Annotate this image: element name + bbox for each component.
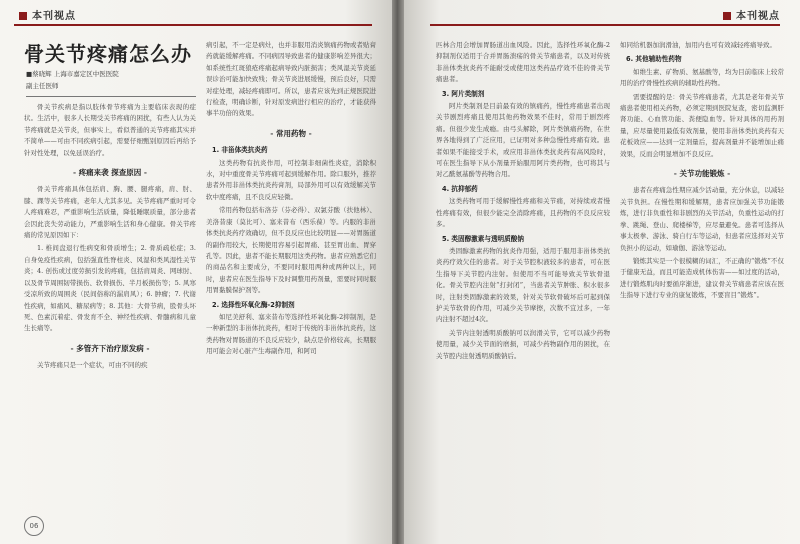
author-byline [26,68,196,92]
section-heading: - 疼痛来袭 探查原因 - [72,168,148,178]
sub-heading: 2. 选择性环氧化酶-2抑制剂 [212,300,295,309]
paragraph: 关节内注射透明质酸钠可以润滑关节，它可以减少药物使用量，减少关节面的磨损，可减少药物副作用的困扰，在关节腔内注射透明质酸钠后。 [436,328,610,360]
page-number: 06 [24,516,44,536]
sub-heading: 4. 抗抑郁药 [442,184,478,193]
paragraph: 骨关节疼痛具体包括肩、胸、腰、腿疼痛，肩、肘、膝、踝等关节疼痛，老年人尤其多见。关节疼痛严重时可令人疼痛难忍，严重影响生活质量，降低睡眠质量，部分患者会因此丧失劳动能力，严重影响生活和身心健康。骨关节疼痛的常见原因如下： [24,185,196,240]
paragraph: 关节疼痛只是一个症状，可由不同的疾 [37,361,148,370]
right-header [718,7,780,22]
paragraph: 阿片类制剂是目前最有效的镇痛药，慢性疼痛患者出现关节剧烈疼痛且使用其他药物效果不佳时，常用于剧烈疼痛。但很少发生成瘾。由弓头解除，阿片类镇痛药物，在世界各地得到了广泛应用，已证明对多种急慢性疼痛有效。患者如果不能接受手术，或应用非甾体类抗炎药有高风险时，可在医生指导下从小剂量开始服用阿片类药物，也可将其与对乙酰氨基酚等药物合用。 [436,102,610,179]
sub-heading: 5. 类固醇激素与透明质酸钠 [442,234,524,243]
right-header-label: 本刊视点 [736,11,780,22]
book-gutter [392,0,404,544]
left-column-1 [24,102,196,374]
author-line-2: 副主任医师 [26,82,59,90]
sub-heading: 6. 其他辅助性药物 [626,55,682,64]
paragraph: 锻炼其实是一个很模糊的词汇，不正确的“锻炼”不仅于健康无益，而且可能造成机体伤害——如过度的活动，进行锻炼肌肉时要循序渐进，建议骨关节痛患者应该在医生指导下进行专业的康复锻炼，不要盲目“锻炼”。 [620,256,784,300]
paragraph: 如维生素、矿物质、氨基酸等，均为目前临床上较常用的治疗骨慢性疾病的辅助性药物。 [620,67,784,88]
paragraph: 这类药物有抗炎作用，可控制非细菌性炎症，消除积水，对中重度骨关节疼痛可起到缓解作用。除口服外，推荐患者外用非甾体类抗炎药膏剂，局部外用可以有效缓解关节软中度疼痛，且不良反应轻微。 [206,158,376,201]
left-header-label: 本刊视点 [32,11,76,22]
paragraph: 如尼美舒利、塞来昔布等选择性环氧化酶-2抑制剂，是一种新型的非甾体抗炎药，相对于传统的非甾体抗炎药，这类药物对胃肠道的不良反应较少，缺点是价格较高，长期服用可能会对心脏产生毒副作用，和阿司 [206,312,376,356]
section-heading: - 关节功能锻炼 - [673,169,731,179]
header-square-icon [19,12,27,20]
paragraph: 这类药物可用于缓解慢性疼痛和关节痛，对持续或者慢性疼痛有效，但很少能完全消除疼痛，且药物的不良反应较多。 [436,197,610,229]
paragraph: 类固醇激素药物的抗炎作用强，适用于服用非甾体类抗炎药疗效欠佳的患者。对于关节腔积液较多的患者，可在医生指导下关节腔内注射。但使用不当可能导致关节软骨退化。骨关节腔内注射“打封闭”，当患者关节肿胀、积水很多时，注射类固醇激素的效果，针对关节软骨破坏后可起到保护关节软骨的作用，可减少关节摩擦，次数不宜过多，一年内注射不超过4次。 [436,246,610,324]
paragraph: 需要提醒的是：骨关节疼痛患者，尤其是老年骨关节痛患者使用相关药物，必须定期到医院复查，密切监测肝肾功能、心血管功能、粪便隐血等。针对具体的用药剂量，应尽量使用最低有效剂量，使用非甾体类抗炎药有天花板效应——达到一定剂量后，提高剂量并不能增加止痛效果，反而会明显增加不良反应。 [620,92,784,158]
left-header-rule [14,24,372,26]
header-square-icon [723,12,731,20]
right-column-1 [436,40,610,364]
sub-heading: 3. 阿片类制剂 [442,89,485,98]
paragraph: 匹林合用会增加胃肠道出血风险。因此，选择性环氧化酶-2抑制剂仅适用于合并胃肠溃疡的骨关节痛患者，以及对传统非甾体类抗炎药不能耐受或使用这类药品疗效不佳的骨关节痛患者。 [436,41,610,84]
paragraph: 骨关节疾病是指以肢体骨节疼痛为主要临床表现的症状。生活中，很多人长期受关节疼痛的困扰，有些人认为关节疼痛就是关节炎，但事实上，看似普通的关节疼痛其实并不简单——可由不同疾病引起，需要仔细甄别原因后再给予针对性处理，以免延误治疗。 [24,103,196,157]
paragraph: 患者在疼痛急性期应减少活动量，充分休息，以减轻关节负担。在慢性期和缓解期，患者应加强关节功能锻炼，进行非负重性和非剧烈的关节活动，负重性运动的打拳、跳绳、登山、爬楼梯等，应尽量避免。患者可选择从事太极拳、游泳、骑自行车等运动，但患者应选择对关节负担小的运动，如瑜伽、游泳等运动。 [620,186,784,252]
left-column-2 [206,40,376,360]
right-page [404,0,800,544]
left-header [14,7,76,22]
right-column-2 [620,40,784,304]
sub-heading: 1. 非甾体类抗炎药 [212,146,268,155]
paragraph: 常用药物包括布洛芬（芬必得）、双氯芬酸（扶他林）、美洛昔康（莫比可）、塞来昔布（西乐葆）等。内服的非甾体类抗炎药疗效确切，但不良反应也比较明显——对胃肠道的副作用较大，长期使用容易引起胃痛、甚至胃出血、胃穿孔等。因此，患者不能长期服用这类药物。患者应熟悉它们的商品名和主要成分，不要同时服用两种或两种以上，同时，患者应在医生指导下及时调整用药剂量，需要时同时服用胃黏膜保护剂等。 [206,206,376,295]
paragraph: 如同给机器加润滑油，加用内也可有效减轻疼痛导致。 [620,41,776,49]
right-header-rule [430,24,780,26]
byline-divider [26,96,196,97]
paragraph: 病引起，不一定是病灶，也并非服用消炎镇痛药物或者贴膏药就能缓解疼痛。不同病因导致患者的健康影响差异很大；如系统性红斑狼疮疼痛起病导致内脏损害；类风湿关节炎延误诊治可能加快致残；骨关节炎进展缓慢，预后良好，只需对症处理，减轻疼痛即可。所以，患者应该先到正规医院进行检查，明确诊断，针对原发病进行相应的治疗，才能获得事半功倍的效果。 [206,41,376,118]
section-heading: - 多管齐下治疗原发病 - [70,343,150,353]
article-title: 骨关节疼痛怎么办 [24,42,192,66]
left-page [0,0,392,544]
author-line-1: ■蔡晓辉 上海市嘉定区中医医院 [26,70,119,78]
paragraph: 1. 椎间盘退行性病变和骨质增生；2. 骨质疏松症；3. 自身免疫性疾病，包括强直性脊柱炎、风湿和类风湿性关节炎；4. 创伤或过度劳损引发的疼痛，包括肩周炎、网球肘、以及骨节周围韧带损伤、软骨损伤、半月板损伤等；5. 风寒受凉所致的周围炎（民间俗称的漏肩风）；6. 肿瘤；7. 代谢性疾病，如痛风、糖尿病等；8. 其他：大骨节病，股骨头坏死、色素沉着症、骨发育不全、神经性疾病、骨髓病和儿童生长痛等。 [24,244,196,333]
section-heading: - 常用药物 - [270,128,312,138]
